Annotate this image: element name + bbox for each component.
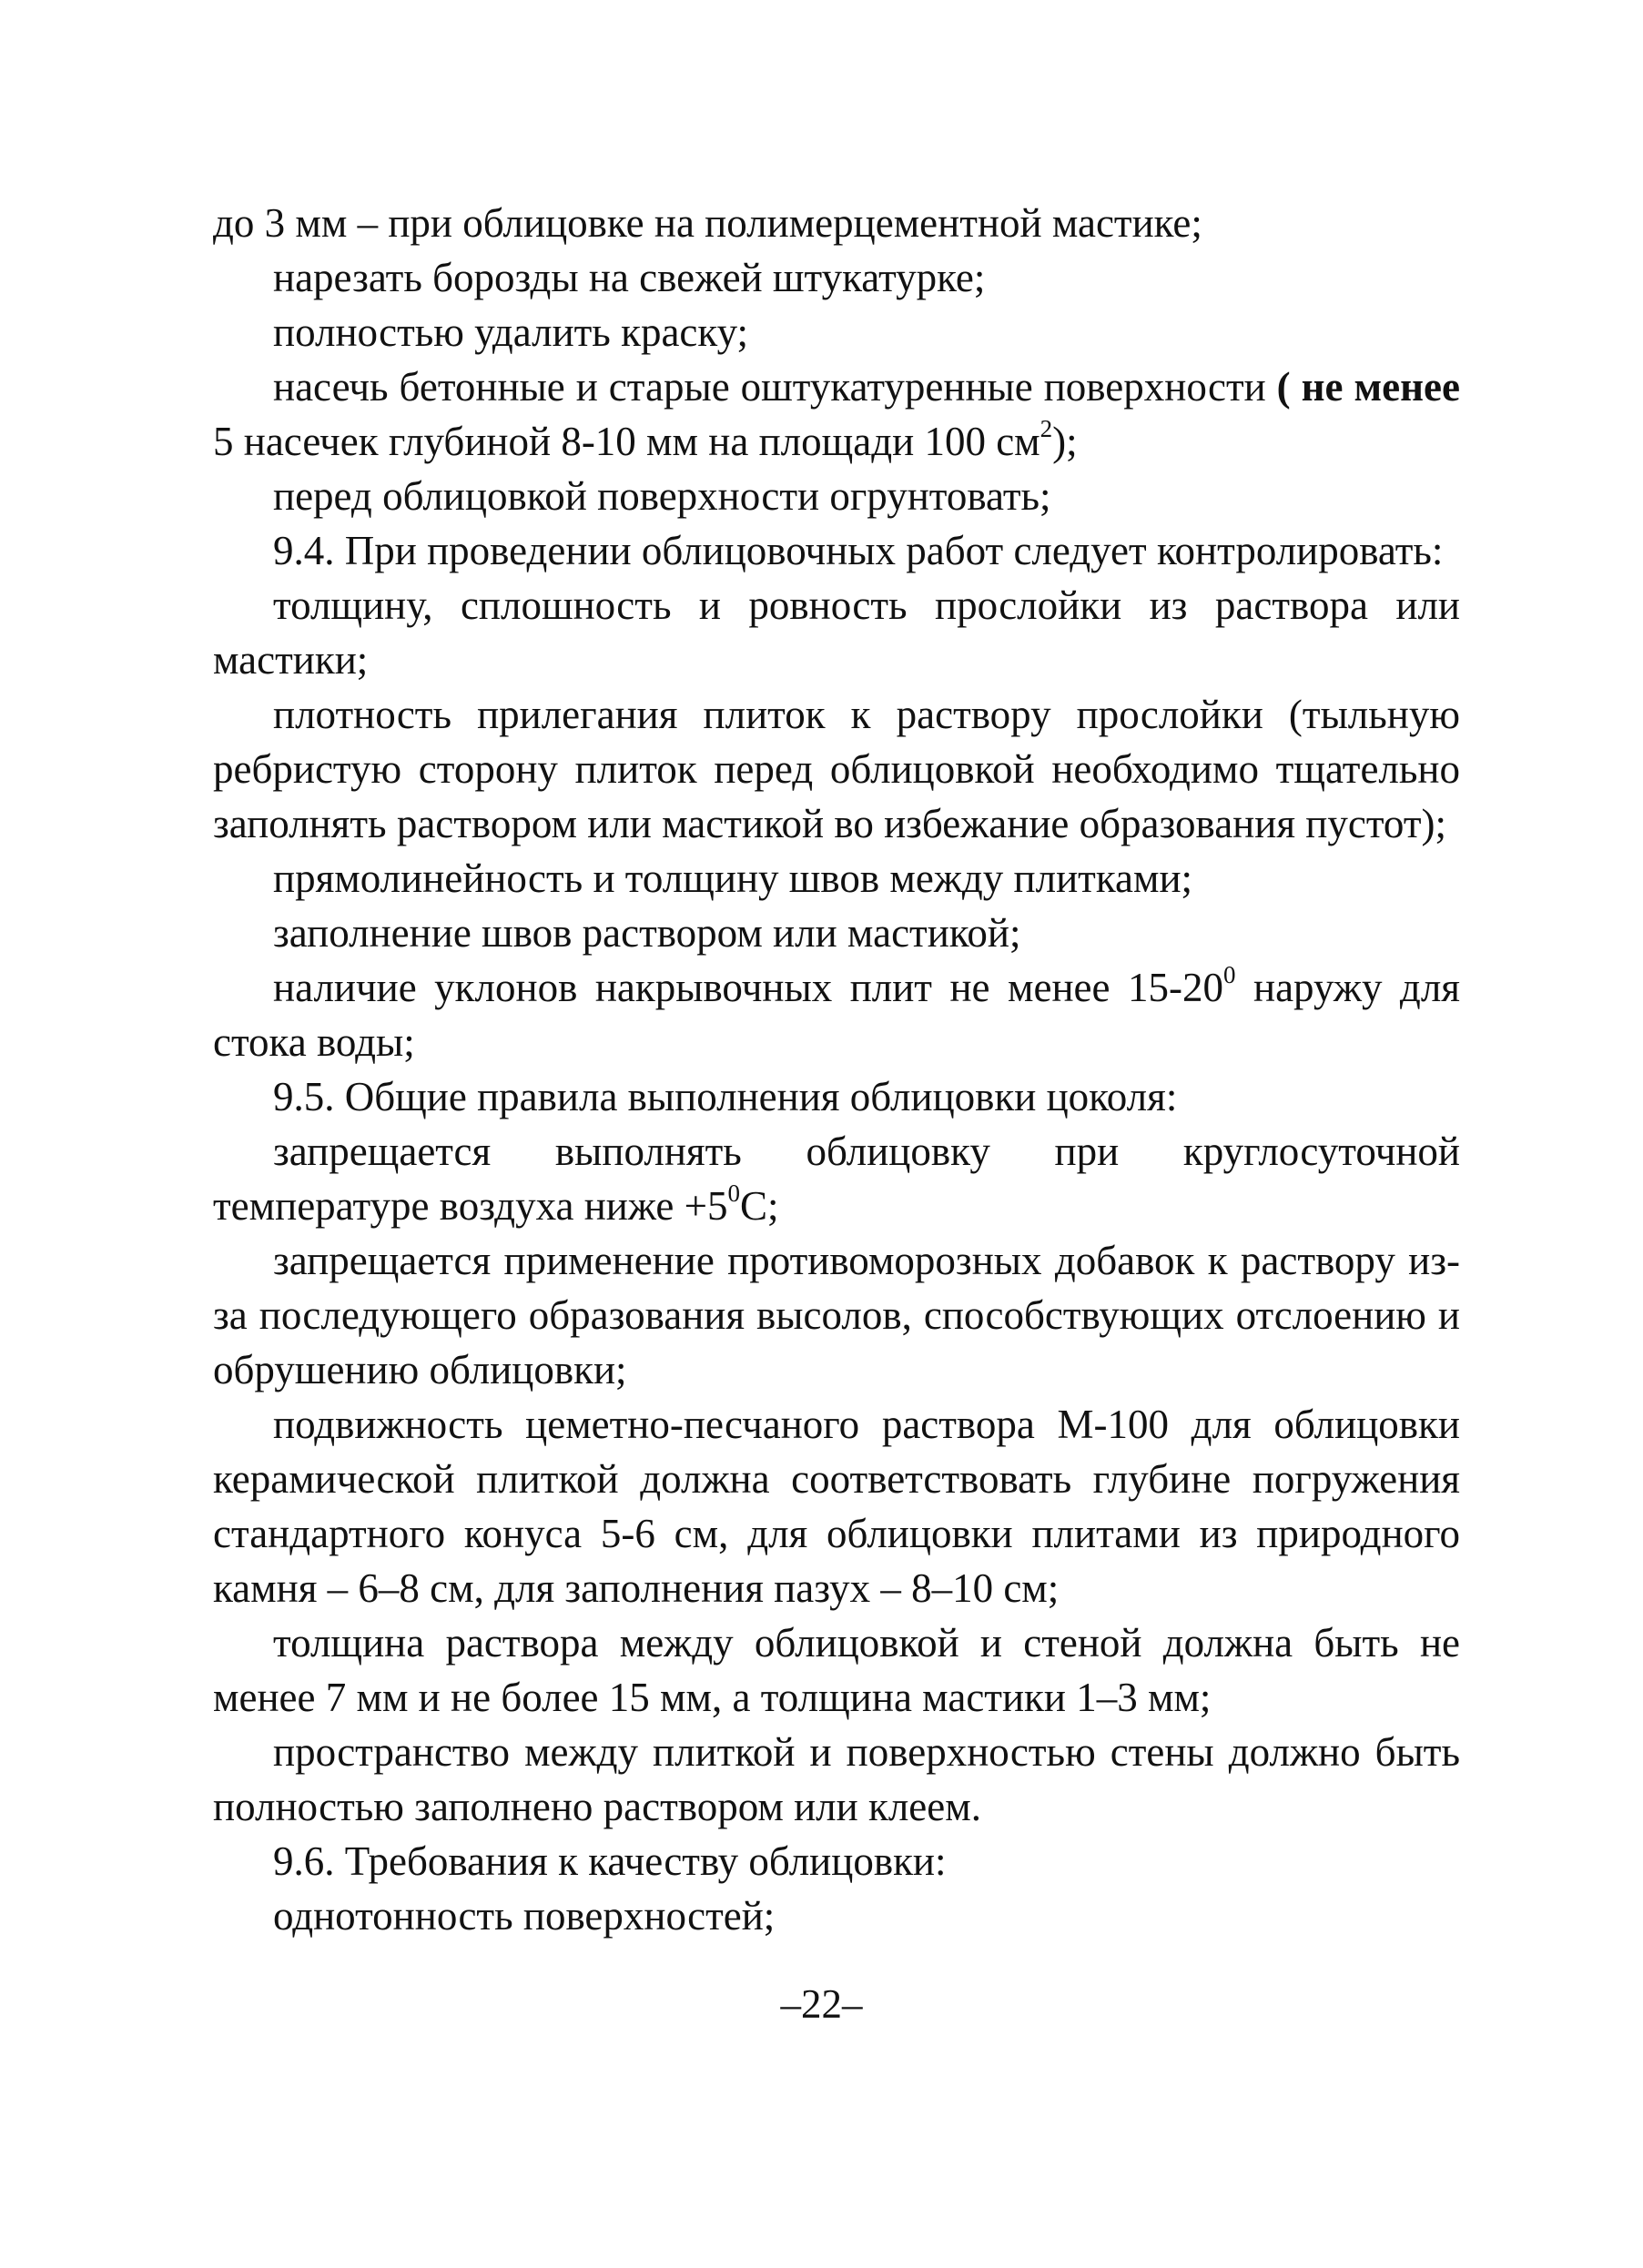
- section-heading-9-6: 9.6. Требования к качеству облицовки:: [273, 1838, 947, 1884]
- emphasis-text: ( не менее: [1276, 364, 1460, 410]
- superscript: 2: [1040, 414, 1053, 442]
- paragraph: перед облицовкой поверхности огрунтовать;: [273, 473, 1051, 519]
- paragraph-text: запрещается выполнять облицовку при круглосуточной температуре воздуха ниже +5: [213, 1129, 1460, 1229]
- paragraph-text: С;: [739, 1183, 779, 1229]
- paragraph: запрещается применение противоморозных добавок к раствору из-за последующего образования высолов, способствующих отслоению и обрушению облицовки;: [213, 1238, 1460, 1392]
- paragraph: нарезать борозды на свежей штукатурке;: [273, 255, 986, 300]
- page-number: –22–: [780, 1981, 863, 2027]
- section-heading-9-5: 9.5. Общие правила выполнения облицовки цоколя:: [273, 1074, 1178, 1119]
- paragraph: толщина раствора между облицовкой и стеной должна быть не менее 7 мм и не более 15 мм, а толщина мастики 1–3 мм;: [213, 1620, 1460, 1720]
- section-heading-9-4: 9.4. При проведении облицовочных работ следует контролировать:: [273, 528, 1444, 573]
- paragraph: заполнение швов раствором или мастикой;: [273, 910, 1021, 956]
- paragraph: подвижность цеметно-песчаного раствора М-100 для облицовки керамической плиткой должна соответствовать глубине погружения стандартного конуса 5-6 см, для облицовки плитами из природного камня – 6–8 см, для заполнения пазух – 8–10 см;: [213, 1402, 1460, 1611]
- paragraph-text: наличие уклонов накрывочных плит не менее 15-20: [273, 965, 1223, 1010]
- paragraph-text: );: [1052, 419, 1078, 464]
- paragraph: пространство между плиткой и поверхностью стены должно быть полностью заполнено раствором или клеем.: [213, 1729, 1460, 1829]
- paragraph-text: наружу для стока воды;: [213, 965, 1460, 1065]
- superscript: 0: [1222, 960, 1236, 988]
- paragraph: толщину, сплошность и ровность прослойки из раствора или мастики;: [213, 582, 1460, 683]
- paragraph: плотность прилегания плиток к раствору прослойки (тыльную ребристую сторону плиток перед облицовкой необходимо тщательно заполнять раствором или мастикой во избежание образования пустот);: [213, 692, 1460, 846]
- superscript: 0: [727, 1179, 740, 1207]
- paragraph: [213, 359, 1460, 469]
- body-text: [213, 196, 1460, 1943]
- paragraph: прямолинейность и толщину швов между плитками;: [273, 856, 1193, 901]
- paragraph: однотонность поверхностей;: [273, 1893, 776, 1939]
- paragraph: [213, 960, 1460, 1069]
- paragraph-text: 5 насечек глубиной 8-10 мм на площади 100 см: [213, 419, 1040, 464]
- paragraph: полностью удалить краску;: [273, 309, 749, 355]
- paragraph: до 3 мм – при облицовке на полимерцементной мастике;: [213, 200, 1202, 246]
- paragraph: [213, 1124, 1460, 1233]
- paragraph-text: насечь бетонные и старые оштукатуренные поверхности: [273, 364, 1277, 410]
